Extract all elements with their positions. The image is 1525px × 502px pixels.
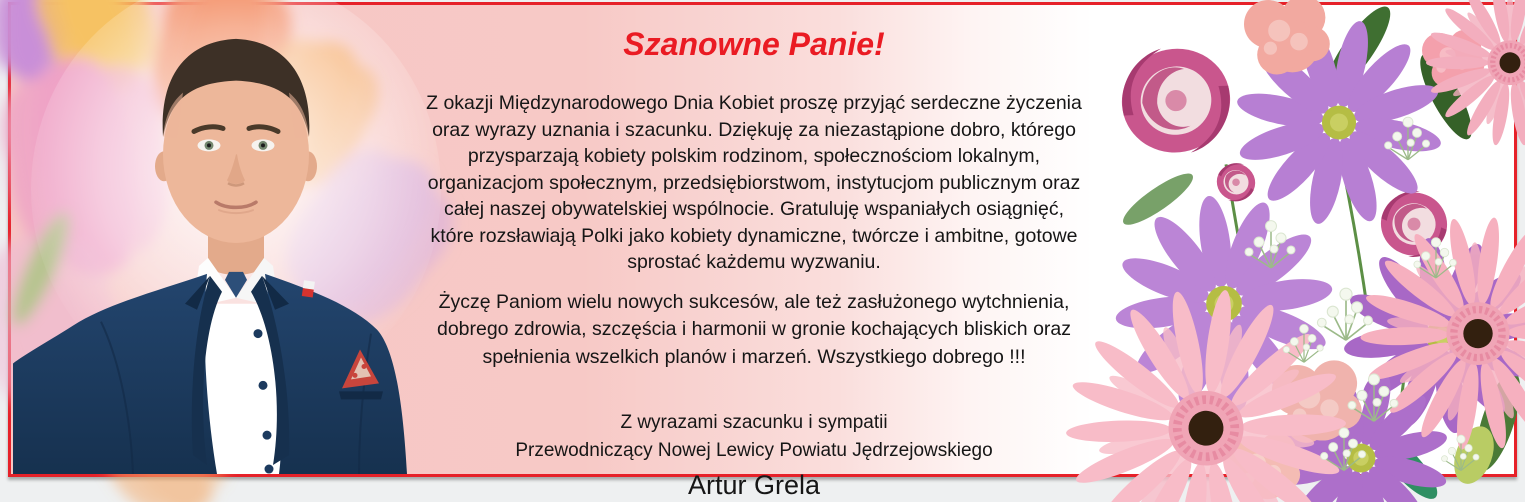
body-text-line: dobrego zdrowia, szczęścia i harmonii w gronie kochających bliskich oraz <box>436 318 1072 340</box>
signature-block <box>393 409 1115 502</box>
body-text-line: spełnienia wszelkich planów i marzeń. Wszystkiego dobrego !!! <box>482 345 1026 368</box>
body-text-line: organizacjom społecznym, przedsiębiorstwom, instytucjom publicznym oraz <box>427 171 1081 194</box>
bouquet-illustration <box>1106 5 1514 474</box>
signature-role-line: Przewodniczący Nowej Lewicy Powiatu Jędrzejowskiego <box>515 440 993 461</box>
body-text-line: Z okazji Międzynarodowego Dnia Kobiet proszę przyjąć serdeczne życzenia <box>426 92 1082 114</box>
body-text-line: całej naszej obywatelskiej wspólnocie. Gratuluję wspaniałych osiągnięć, <box>444 198 1064 220</box>
flag-pin-icon <box>302 280 315 297</box>
paragraph-greetings <box>393 289 1115 372</box>
portrait-illustration <box>11 5 436 474</box>
bouquet-photo <box>1106 5 1514 474</box>
signature-respect-line: Z wyrazami szacunku i sympatii <box>620 412 888 433</box>
body-text-line: które rozsławiają Polki jako kobiety dynamiczne, twórcze i ambitne, gotowe <box>430 224 1078 247</box>
portrait-photo <box>11 5 436 474</box>
page-title: Szanowne Panie! <box>623 26 885 62</box>
signature-name: Artur Grela <box>687 470 821 500</box>
body-text-line: przysparzają kobiety polskim rodzinom, społecznościom lokalnym, <box>467 145 1041 167</box>
paragraph-wishes <box>393 90 1115 276</box>
greeting-text-block <box>393 5 1115 500</box>
body-text-line: oraz wyrazy uznania i szacunku. Dziękuję za niezastąpione dobro, którego <box>432 118 1076 141</box>
greeting-card <box>8 2 1517 500</box>
body-text-line: Życzę Paniom wielu nowych sukcesów, ale też zasłużonego wytchnienia, <box>438 290 1070 313</box>
body-text-line: sprostać każdemu wyzwaniu. <box>627 251 881 273</box>
